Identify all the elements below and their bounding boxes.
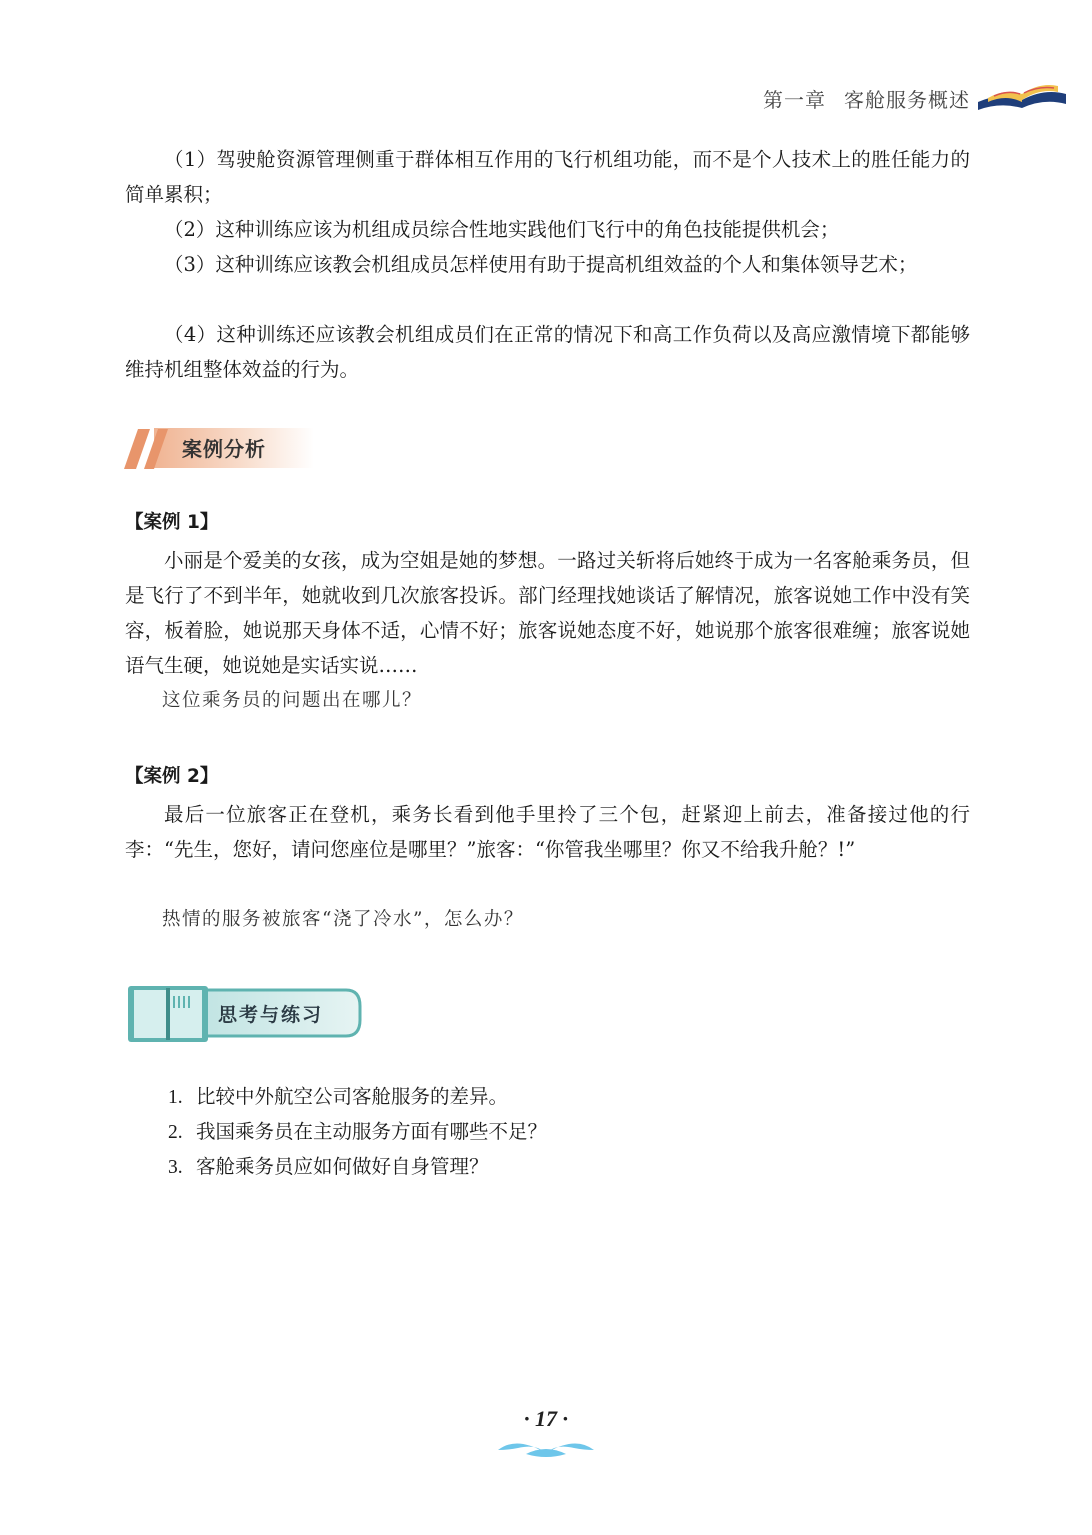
exercise-banner: [124, 980, 364, 1046]
exercise-item: [168, 1079, 508, 1115]
intro-point-2: （2）这种训练应该为机组成员综合性地实践他们飞行中的角色技能提供机会；: [164, 218, 840, 241]
exercise-item: [168, 1114, 547, 1150]
case-1-body: 小丽是个爱美的女孩，成为空姐是她的梦想。一路过关斩将后她终于成为一名客舱乘务员，但是飞行了不到半年，她就收到几次旅客投诉。部门经理找她谈话了解情况，旅客说她工作中没有笑容，板着脸，她说那天身体不适，心情不好；旅客说她态度不好，她说那个旅客很难缠；旅客说她语气生硬，她说她是实话实说……: [125, 549, 970, 677]
case-2-body: 最后一位旅客正在登机，乘务长看到他手里拎了三个包，赶紧迎上前去，准备接过他的行李：“先生，您好，请问您座位是哪里？”旅客：“你管我坐哪里？你又不给我升舱？!”: [125, 803, 970, 861]
case-2-heading: 【案例 2】: [125, 766, 219, 787]
intro-point-3: （3）这种训练应该教会机组成员怎样使用有助于提高机组效益的个人和集体领导艺术；: [164, 253, 918, 276]
chapter-label: 第一章: [763, 87, 826, 112]
page-number: · 17 ·: [524, 1406, 568, 1431]
exercise-num: 1.: [168, 1087, 183, 1108]
exercise-title: 思考与练习: [218, 1004, 324, 1026]
intro-point-1: （1）驾驶舱资源管理侧重于群体相互作用的飞行机组功能，而不是个人技术上的胜任能力的简单累积；: [125, 148, 970, 206]
exercise-item: [168, 1149, 489, 1185]
intro-point-4: （4）这种训练还应该教会机组成员们在正常的情况下和高工作负荷以及高应激情境下都能够维持机组整体效益的行为。: [125, 323, 970, 381]
running-header: [763, 78, 970, 118]
case-analysis-banner: [124, 425, 314, 471]
exercise-num: 2.: [168, 1122, 183, 1143]
exercise-text: 比较中外航空公司客舱服务的差异。: [196, 1085, 509, 1108]
case-2-question: 热情的服务被旅客“浇了冷水”，怎么办？: [162, 909, 524, 930]
page-footer: [496, 1404, 596, 1460]
case-1-heading: 【案例 1】: [125, 512, 219, 533]
exercise-num: 3.: [168, 1157, 183, 1178]
chapter-title: 客舱服务概述: [844, 87, 970, 112]
case-analysis-title: 案例分析: [182, 437, 266, 461]
book-icon: [974, 78, 1070, 114]
wave-ornament-icon: [496, 1434, 596, 1460]
exercise-text: 我国乘务员在主动服务方面有哪些不足？: [196, 1120, 548, 1143]
case-1-question: 这位乘务员的问题出在哪儿？: [162, 690, 423, 711]
exercise-text: 客舱乘务员应如何做好自身管理？: [196, 1155, 489, 1178]
